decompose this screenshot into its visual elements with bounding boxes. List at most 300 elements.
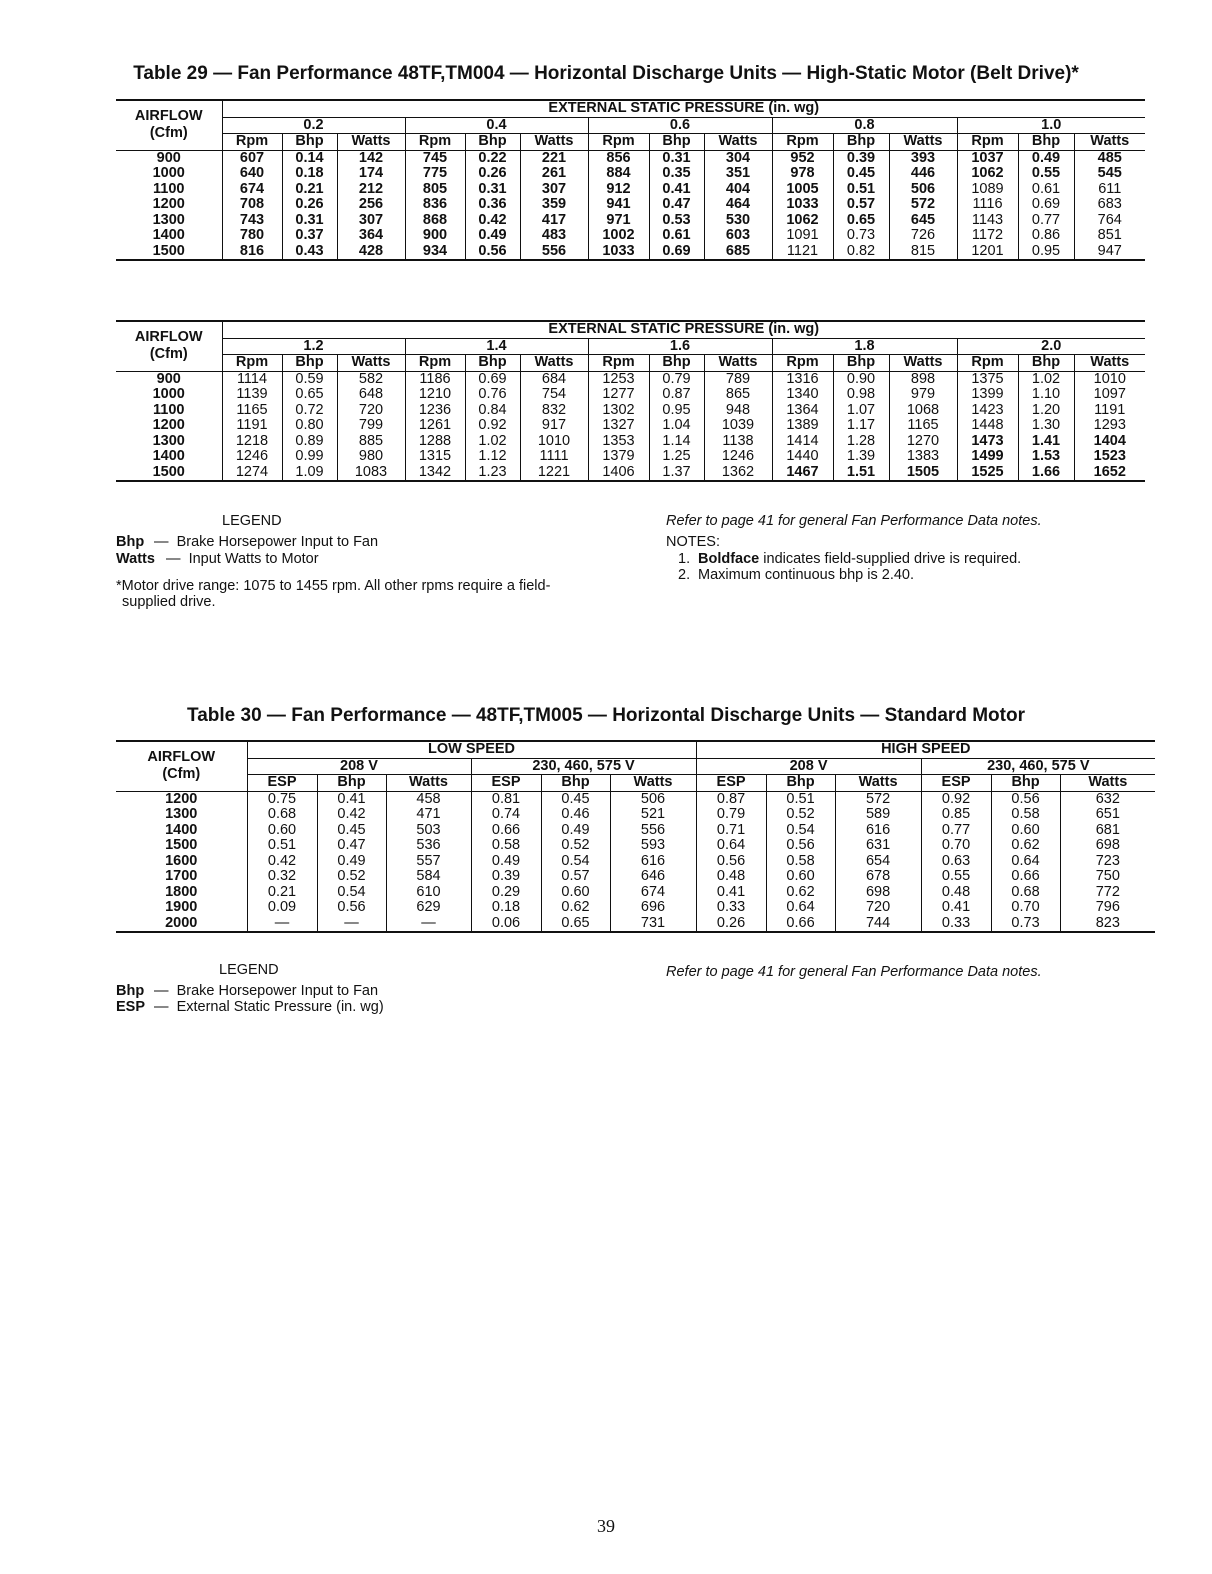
rpm-cell: 1353 (588, 434, 649, 450)
bhp-cell: 0.58 (766, 854, 835, 870)
table-row (116, 213, 1145, 229)
airflow-cell: 1900 (165, 899, 198, 915)
bhp-cell: 1.41 (1018, 434, 1074, 450)
esp-cell: 0.29 (471, 885, 541, 901)
column-label: Rpm (772, 134, 833, 151)
airflow-cell: 1400 (152, 227, 185, 243)
bhp-cell: 0.68 (991, 885, 1060, 901)
bhp-cell: 0.95 (1018, 244, 1074, 261)
column-label: Rpm (588, 355, 649, 372)
bhp-cell: 0.60 (766, 869, 835, 885)
low-speed-header: LOW SPEED (247, 741, 696, 758)
legend-term: Bhp (116, 534, 145, 550)
table29-legend-watts (116, 551, 319, 568)
bhp-cell: 1.02 (1018, 371, 1074, 387)
rpm-cell: 1186 (405, 371, 465, 387)
rpm-cell: 640 (222, 166, 282, 182)
airflow-cell: 900 (156, 370, 181, 387)
column-label: Watts (889, 355, 957, 372)
bhp-cell: 1.09 (282, 465, 337, 482)
bhp-cell: 0.69 (649, 244, 704, 261)
esp-cell: 0.77 (921, 823, 991, 839)
column-label: Rpm (405, 134, 465, 151)
bhp-cell: 0.57 (833, 197, 889, 213)
bhp-cell: 0.56 (991, 791, 1060, 807)
table-row (116, 434, 1145, 450)
page-number: 39 (597, 1516, 615, 1536)
rpm-cell: 856 (588, 150, 649, 166)
bhp-cell: 0.62 (991, 838, 1060, 854)
column-label: Bhp (991, 775, 1060, 792)
watts-cell: 304 (704, 150, 772, 166)
bhp-cell: 0.61 (1018, 182, 1074, 198)
esp-cell: 0.48 (696, 869, 766, 885)
bhp-cell: 1.17 (833, 418, 889, 434)
bhp-cell: 1.39 (833, 449, 889, 465)
bhp-cell: 1.10 (1018, 387, 1074, 403)
bhp-cell: 0.87 (649, 387, 704, 403)
watts-cell: 1293 (1074, 418, 1145, 434)
rpm-cell: 1423 (957, 403, 1018, 419)
table-row (116, 403, 1145, 419)
watts-cell: 359 (520, 197, 588, 213)
rpm-cell: 1473 (957, 434, 1018, 450)
esp-cell: 0.79 (696, 807, 766, 823)
bhp-cell: 0.69 (1018, 197, 1074, 213)
pressure-header: 1.8 (772, 338, 957, 355)
airflow-cell: 1500 (165, 837, 198, 853)
esp-cell: 0.32 (247, 869, 317, 885)
watts-cell: 723 (1060, 854, 1155, 870)
rpm-cell: 1389 (772, 418, 833, 434)
airflow-cell: 1200 (165, 790, 198, 807)
bhp-cell: 1.30 (1018, 418, 1074, 434)
rpm-cell: 868 (405, 213, 465, 229)
pressure-header: 0.8 (772, 117, 957, 134)
airflow-cell: 1700 (165, 868, 198, 884)
watts-cell: 917 (520, 418, 588, 434)
esp-header: EXTERNAL STATIC PRESSURE (in. wg) (222, 321, 1145, 338)
bhp-cell: 0.64 (991, 854, 1060, 870)
column-label: Watts (1060, 775, 1155, 792)
column-label: Watts (835, 775, 921, 792)
esp-cell: 0.48 (921, 885, 991, 901)
watts-cell: 1191 (1074, 403, 1145, 419)
watts-cell: 789 (704, 371, 772, 387)
bhp-cell: 0.45 (541, 791, 610, 807)
bhp-cell: 1.02 (465, 434, 520, 450)
bhp-cell: 0.90 (833, 371, 889, 387)
watts-cell: 1010 (1074, 371, 1145, 387)
esp-cell: 0.75 (247, 791, 317, 807)
watts-cell: 503 (386, 823, 471, 839)
esp-cell: 0.87 (696, 791, 766, 807)
rpm-cell: 775 (405, 166, 465, 182)
bhp-cell: 0.51 (766, 791, 835, 807)
bhp-cell: 1.14 (649, 434, 704, 450)
bhp-cell: 0.54 (541, 854, 610, 870)
bhp-cell: 0.37 (282, 228, 337, 244)
bhp-cell: 0.92 (465, 418, 520, 434)
legend-dash: — (166, 551, 181, 567)
esp-cell: 0.66 (471, 823, 541, 839)
column-label: Watts (1074, 134, 1145, 151)
watts-cell: 674 (610, 885, 696, 901)
bhp-cell: 0.41 (649, 182, 704, 198)
table30-legend-bhp (116, 983, 378, 1000)
watts-cell: 364 (337, 228, 405, 244)
table-row (116, 885, 1155, 901)
legend-def: External Static Pressure (in. wg) (176, 999, 384, 1015)
esp-cell: 0.56 (696, 854, 766, 870)
watts-cell: 681 (1060, 823, 1155, 839)
rpm-cell: 1375 (957, 371, 1018, 387)
bhp-cell: 0.57 (541, 869, 610, 885)
rpm-cell: 912 (588, 182, 649, 198)
bhp-cell: 0.80 (282, 418, 337, 434)
watts-cell: 611 (1074, 182, 1145, 198)
watts-cell: 979 (889, 387, 957, 403)
esp-cell: 0.55 (921, 869, 991, 885)
pressure-header: 1.0 (957, 117, 1145, 134)
note-text: indicates field-supplied drive is required. (759, 551, 1022, 567)
table-row (116, 854, 1155, 870)
airflow-cell: 1000 (152, 386, 185, 402)
header-row (116, 100, 1145, 117)
rpm-cell: 1340 (772, 387, 833, 403)
watts-cell: 1270 (889, 434, 957, 450)
bhp-cell: 1.28 (833, 434, 889, 450)
esp-cell: 0.92 (921, 791, 991, 807)
rpm-cell: 1499 (957, 449, 1018, 465)
watts-cell: 764 (1074, 213, 1145, 229)
watts-cell: 646 (610, 869, 696, 885)
watts-cell: 1362 (704, 465, 772, 482)
column-label: Watts (386, 775, 471, 792)
rpm-cell: 1414 (772, 434, 833, 450)
pressure-header: 2.0 (957, 338, 1145, 355)
bhp-cell: 0.35 (649, 166, 704, 182)
bhp-cell: 0.77 (1018, 213, 1074, 229)
watts-cell: 221 (520, 150, 588, 166)
table-row (116, 838, 1155, 854)
watts-cell: 980 (337, 449, 405, 465)
bhp-cell: 0.89 (282, 434, 337, 450)
column-label: Rpm (222, 134, 282, 151)
esp-cell: 0.70 (921, 838, 991, 854)
rpm-cell: 1121 (772, 244, 833, 261)
legend-term: ESP (116, 999, 146, 1015)
table30-legend-esp (116, 999, 384, 1016)
table30 (116, 740, 1155, 933)
watts-cell: 483 (520, 228, 588, 244)
pressure-header: 1.4 (405, 338, 588, 355)
bhp-cell: 0.64 (766, 900, 835, 916)
legend-dash: — (154, 534, 169, 550)
voltage-header: 208 V (696, 758, 921, 775)
column-label: Watts (337, 355, 405, 372)
watts-cell: 610 (386, 885, 471, 901)
bhp-cell: 0.31 (465, 182, 520, 198)
watts-cell: 1652 (1074, 465, 1145, 482)
table29-legend-bhp (116, 534, 378, 551)
legend-def: Brake Horsepower Input to Fan (176, 534, 379, 550)
watts-cell: 404 (704, 182, 772, 198)
column-label: Rpm (957, 355, 1018, 372)
bhp-cell: 0.56 (465, 244, 520, 261)
watts-cell: 1068 (889, 403, 957, 419)
voltage-header: 208 V (247, 758, 471, 775)
watts-cell: 685 (704, 244, 772, 261)
airflow-cell: 1500 (116, 244, 222, 261)
rpm-cell: 1525 (957, 465, 1018, 482)
airflow-header (116, 100, 222, 150)
rpm-cell: 952 (772, 150, 833, 166)
airflow-cell: 1100 (153, 180, 185, 197)
bhp-cell: 0.59 (282, 371, 337, 387)
rpm-cell: 1114 (222, 371, 282, 387)
column-label: Bhp (833, 355, 889, 372)
airflow-cell: 1400 (165, 821, 198, 838)
bhp-cell: 0.53 (649, 213, 704, 229)
table-row (116, 807, 1155, 823)
bhp-cell: 0.60 (991, 823, 1060, 839)
column-label-row (116, 134, 1145, 151)
bhp-cell: 0.49 (541, 823, 610, 839)
rpm-cell: 1210 (405, 387, 465, 403)
bhp-cell: 0.56 (766, 838, 835, 854)
bhp-cell: 1.51 (833, 465, 889, 482)
table29-refer-note: Refer to page 41 for general Fan Performance Data notes. (666, 513, 1042, 529)
rpm-cell: 780 (222, 228, 282, 244)
rpm-cell: 1062 (772, 213, 833, 229)
bhp-cell: 0.66 (766, 916, 835, 933)
airflow-cell: 1200 (152, 196, 185, 212)
watts-cell: 799 (337, 418, 405, 434)
airflow-header (116, 321, 222, 371)
table29-part1 (116, 99, 1145, 261)
rpm-cell: 745 (405, 150, 465, 166)
rpm-cell: 1399 (957, 387, 1018, 403)
column-label: Rpm (405, 355, 465, 372)
watts-cell: 536 (386, 838, 471, 854)
rpm-cell: 607 (222, 150, 282, 166)
table-row (116, 150, 1145, 166)
bhp-cell: 0.18 (282, 166, 337, 182)
rpm-cell: 1191 (222, 418, 282, 434)
note-bold: Boldface (698, 551, 760, 567)
watts-cell: 815 (889, 244, 957, 261)
column-label: Watts (337, 134, 405, 151)
rpm-cell: 978 (772, 166, 833, 182)
watts-cell: 796 (1060, 900, 1155, 916)
esp-cell: 0.64 (696, 838, 766, 854)
rpm-cell: 674 (222, 182, 282, 198)
bhp-cell: 0.26 (282, 197, 337, 213)
airflow-cell: 2000 (116, 916, 247, 933)
pressure-header: 1.6 (588, 338, 772, 355)
bhp-cell: 1.66 (1018, 465, 1074, 482)
esp-cell: 0.33 (696, 900, 766, 916)
airflow-cell: 1000 (152, 165, 185, 181)
table-row (116, 228, 1145, 244)
rpm-cell: 1448 (957, 418, 1018, 434)
rpm-cell: 1165 (222, 403, 282, 419)
rpm-cell: 1364 (772, 403, 833, 419)
rpm-cell: 1302 (588, 403, 649, 419)
watts-cell: 629 (386, 900, 471, 916)
watts-cell: 645 (889, 213, 957, 229)
watts-cell: 1505 (889, 465, 957, 482)
table30-title: Table 30 — Fan Performance — 48TF,TM005 — Horizontal Discharge Units — Standard Motor (187, 705, 1025, 726)
column-label: Watts (1074, 355, 1145, 372)
watts-cell: 948 (704, 403, 772, 419)
bhp-cell: 0.79 (649, 371, 704, 387)
bhp-cell: 0.54 (766, 823, 835, 839)
rpm-cell: 884 (588, 166, 649, 182)
bhp-cell: 0.99 (282, 449, 337, 465)
column-label: Bhp (465, 355, 520, 372)
bhp-cell: 0.65 (541, 916, 610, 933)
watts-cell: 1523 (1074, 449, 1145, 465)
watts-cell: 545 (1074, 166, 1145, 182)
watts-cell: 683 (1074, 197, 1145, 213)
rpm-cell: 1201 (957, 244, 1018, 261)
rpm-cell: 941 (588, 197, 649, 213)
table-row (116, 418, 1145, 434)
rpm-cell: 1467 (772, 465, 833, 482)
watts-cell: 307 (520, 182, 588, 198)
watts-cell: 1097 (1074, 387, 1145, 403)
bhp-cell: 0.22 (465, 150, 520, 166)
table30-refer-note: Refer to page 41 for general Fan Performance Data notes. (666, 964, 1042, 980)
airflow-cell: 900 (156, 149, 181, 166)
rpm-cell: 1261 (405, 418, 465, 434)
watts-cell: 572 (889, 197, 957, 213)
cfm-label: (Cfm) (162, 766, 201, 783)
bhp-cell: 0.43 (282, 244, 337, 261)
watts-cell: 464 (704, 197, 772, 213)
esp-cell: 0.49 (471, 854, 541, 870)
table-row (116, 465, 1145, 482)
watts-cell: 750 (1060, 869, 1155, 885)
esp-cell: 0.41 (696, 885, 766, 901)
pressure-row (116, 338, 1145, 355)
watts-cell: 584 (386, 869, 471, 885)
bhp-cell: 0.62 (541, 900, 610, 916)
watts-cell: 865 (704, 387, 772, 403)
bhp-cell: 0.47 (317, 838, 386, 854)
watts-cell: 1111 (520, 449, 588, 465)
table29-legend-heading: LEGEND (222, 513, 282, 529)
watts-cell: 521 (610, 807, 696, 823)
bhp-cell: 0.52 (541, 838, 610, 854)
cfm-label: (Cfm) (149, 346, 188, 363)
rpm-cell: 1315 (405, 449, 465, 465)
rpm-cell: 708 (222, 197, 282, 213)
bhp-cell: 0.76 (465, 387, 520, 403)
airflow-cell: 1300 (152, 432, 185, 449)
table-row (116, 197, 1145, 213)
watts-cell: 582 (337, 371, 405, 387)
header-row (116, 741, 1155, 758)
watts-cell: — (386, 916, 471, 933)
rpm-cell: 1274 (222, 465, 282, 482)
voltage-row (116, 758, 1155, 775)
esp-cell: 0.33 (921, 916, 991, 933)
rpm-cell: 900 (405, 228, 465, 244)
table29-notes-heading: NOTES: (666, 534, 720, 550)
rpm-cell: 1089 (957, 182, 1018, 198)
bhp-cell: 0.49 (1018, 150, 1074, 166)
table-row (116, 244, 1145, 261)
rpm-cell: 1005 (772, 182, 833, 198)
legend-dash: — (154, 983, 169, 999)
pressure-header: 0.2 (222, 117, 405, 134)
rpm-cell: 1236 (405, 403, 465, 419)
watts-cell: 506 (610, 791, 696, 807)
watts-cell: 696 (610, 900, 696, 916)
esp-cell: 0.26 (696, 916, 766, 933)
bhp-cell: 1.04 (649, 418, 704, 434)
column-label: Watts (610, 775, 696, 792)
bhp-cell: 0.39 (833, 150, 889, 166)
esp-cell: 0.68 (247, 807, 317, 823)
airflow-cell: 1100 (153, 401, 185, 418)
table-row (116, 449, 1145, 465)
watts-cell: 720 (337, 403, 405, 419)
bhp-cell: 1.37 (649, 465, 704, 482)
rpm-cell: 1139 (222, 387, 282, 403)
legend-def: Brake Horsepower Input to Fan (176, 983, 379, 999)
watts-cell: 684 (520, 371, 588, 387)
watts-cell: 851 (1074, 228, 1145, 244)
watts-cell: 885 (337, 434, 405, 450)
bhp-cell: 0.49 (465, 228, 520, 244)
header-row (116, 321, 1145, 338)
esp-cell: 0.58 (471, 838, 541, 854)
bhp-cell: 1.23 (465, 465, 520, 482)
watts-cell: 428 (337, 244, 405, 261)
table29-note-1 (678, 551, 1021, 568)
airflow-cell: 1400 (152, 448, 185, 464)
rpm-cell: 1172 (957, 228, 1018, 244)
watts-cell: 261 (520, 166, 588, 182)
rpm-cell: 934 (405, 244, 465, 261)
watts-cell: 142 (337, 150, 405, 166)
table29-title: Table 29 — Fan Performance 48TF,TM004 — Horizontal Discharge Units — High-Static Motor (Belt Drive)* (133, 63, 1079, 84)
watts-cell: 898 (889, 371, 957, 387)
rpm-cell: 1037 (957, 150, 1018, 166)
rpm-cell: 1440 (772, 449, 833, 465)
bhp-cell: 0.61 (649, 228, 704, 244)
bhp-cell: 0.98 (833, 387, 889, 403)
watts-cell: 1404 (1074, 434, 1145, 450)
rpm-cell: 1327 (588, 418, 649, 434)
rpm-cell: 1316 (772, 371, 833, 387)
bhp-cell: 0.51 (833, 182, 889, 198)
esp-cell: 0.63 (921, 854, 991, 870)
bhp-cell: 0.47 (649, 197, 704, 213)
esp-cell: 0.74 (471, 807, 541, 823)
table-row (116, 823, 1155, 839)
column-label: Bhp (766, 775, 835, 792)
esp-cell: 0.85 (921, 807, 991, 823)
bhp-cell: 1.12 (465, 449, 520, 465)
rpm-cell: 1143 (957, 213, 1018, 229)
table-row (116, 166, 1145, 182)
rpm-cell: 1253 (588, 371, 649, 387)
